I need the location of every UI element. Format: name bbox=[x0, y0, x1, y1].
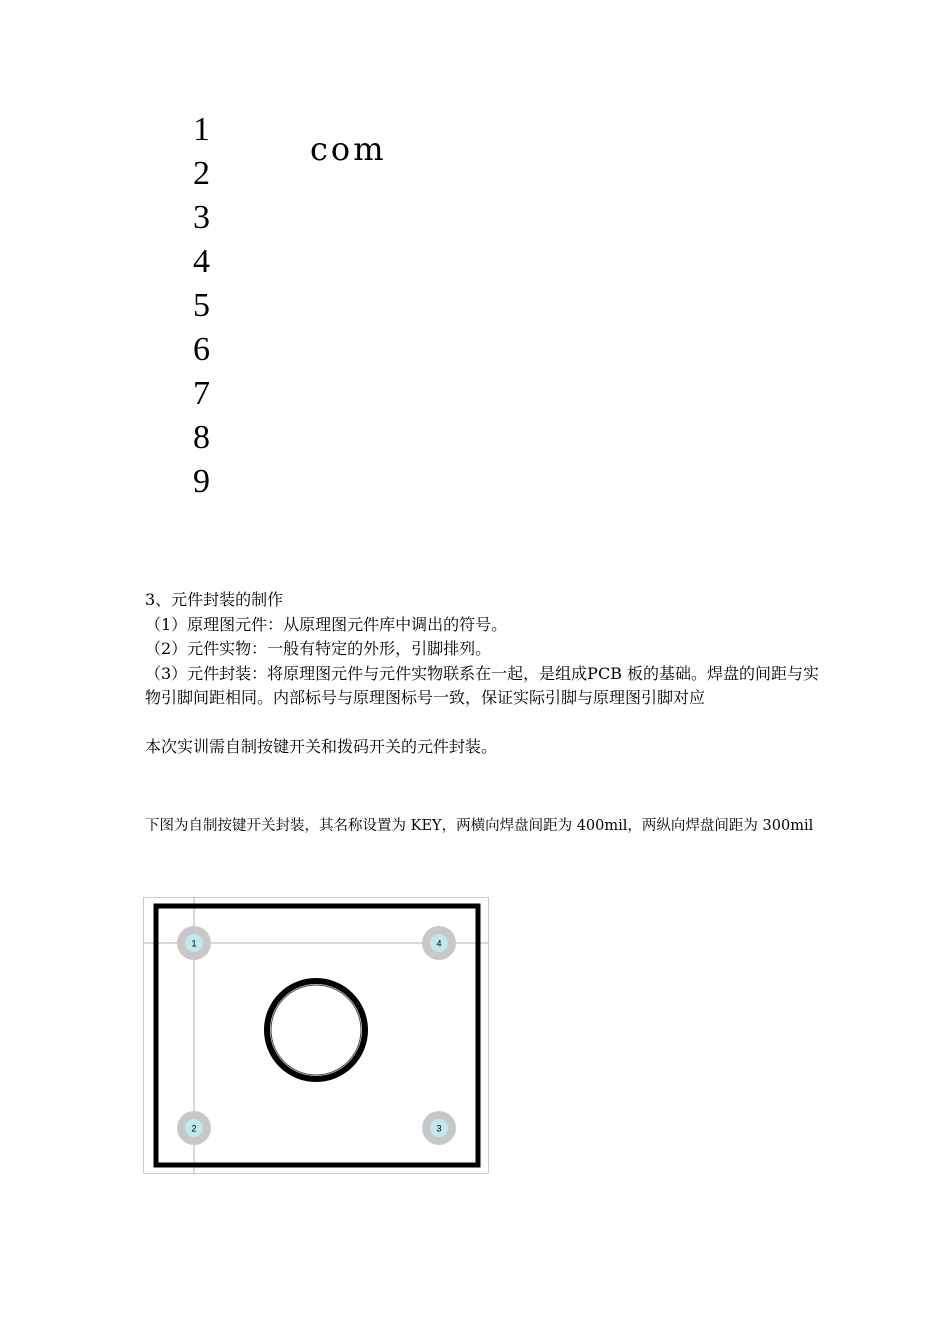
number-item: 8 bbox=[193, 419, 210, 456]
key-footprint-figure bbox=[143, 897, 489, 1174]
pad-label: 1 bbox=[191, 938, 197, 949]
number-item: 6 bbox=[193, 331, 210, 368]
number-item: 7 bbox=[193, 375, 210, 412]
pad-4 bbox=[422, 926, 456, 960]
pad-label: 2 bbox=[191, 1123, 197, 1134]
number-item: 4 bbox=[193, 243, 210, 280]
section-heading: 3、元件封装的制作 bbox=[145, 590, 284, 609]
section-body bbox=[145, 588, 825, 759]
task-paragraph: 本次实训需自制按键开关和拨码开关的元件封装。 bbox=[145, 736, 498, 756]
pad-label: 4 bbox=[436, 938, 442, 949]
pad-label: 3 bbox=[436, 1123, 442, 1134]
number-column bbox=[193, 108, 210, 504]
pad-2 bbox=[177, 1111, 211, 1145]
number-item: 1 bbox=[193, 111, 210, 148]
number-item: 2 bbox=[193, 155, 210, 192]
pad-1 bbox=[177, 926, 211, 960]
number-item: 3 bbox=[193, 199, 210, 236]
number-item: 5 bbox=[193, 287, 210, 324]
section-item-2: （2）元件实物：一般有特定的外形，引脚排列。 bbox=[145, 639, 492, 658]
section-item-3: （3）元件封装：将原理图元件与元件实物联系在一起，是组成PCB 板的基础。焊盘的间距与实物引脚间距相同。内部标号与原理图标号一致，保证实际引脚与原理图引脚对应 bbox=[145, 663, 820, 707]
footprint-svg bbox=[143, 897, 489, 1174]
com-text: com bbox=[310, 130, 387, 168]
number-item: 9 bbox=[193, 463, 210, 500]
figure-caption-block bbox=[145, 814, 815, 838]
section-item-1: （1）原理图元件：从原理图元件库中调出的符号。 bbox=[145, 614, 508, 634]
figure-caption: 下图为自制按键开关封装，其名称设置为 KEY，两横向焊盘间距为 400mil，两纵向焊盘间距为 300mil bbox=[145, 818, 814, 834]
pad-3 bbox=[422, 1111, 456, 1145]
